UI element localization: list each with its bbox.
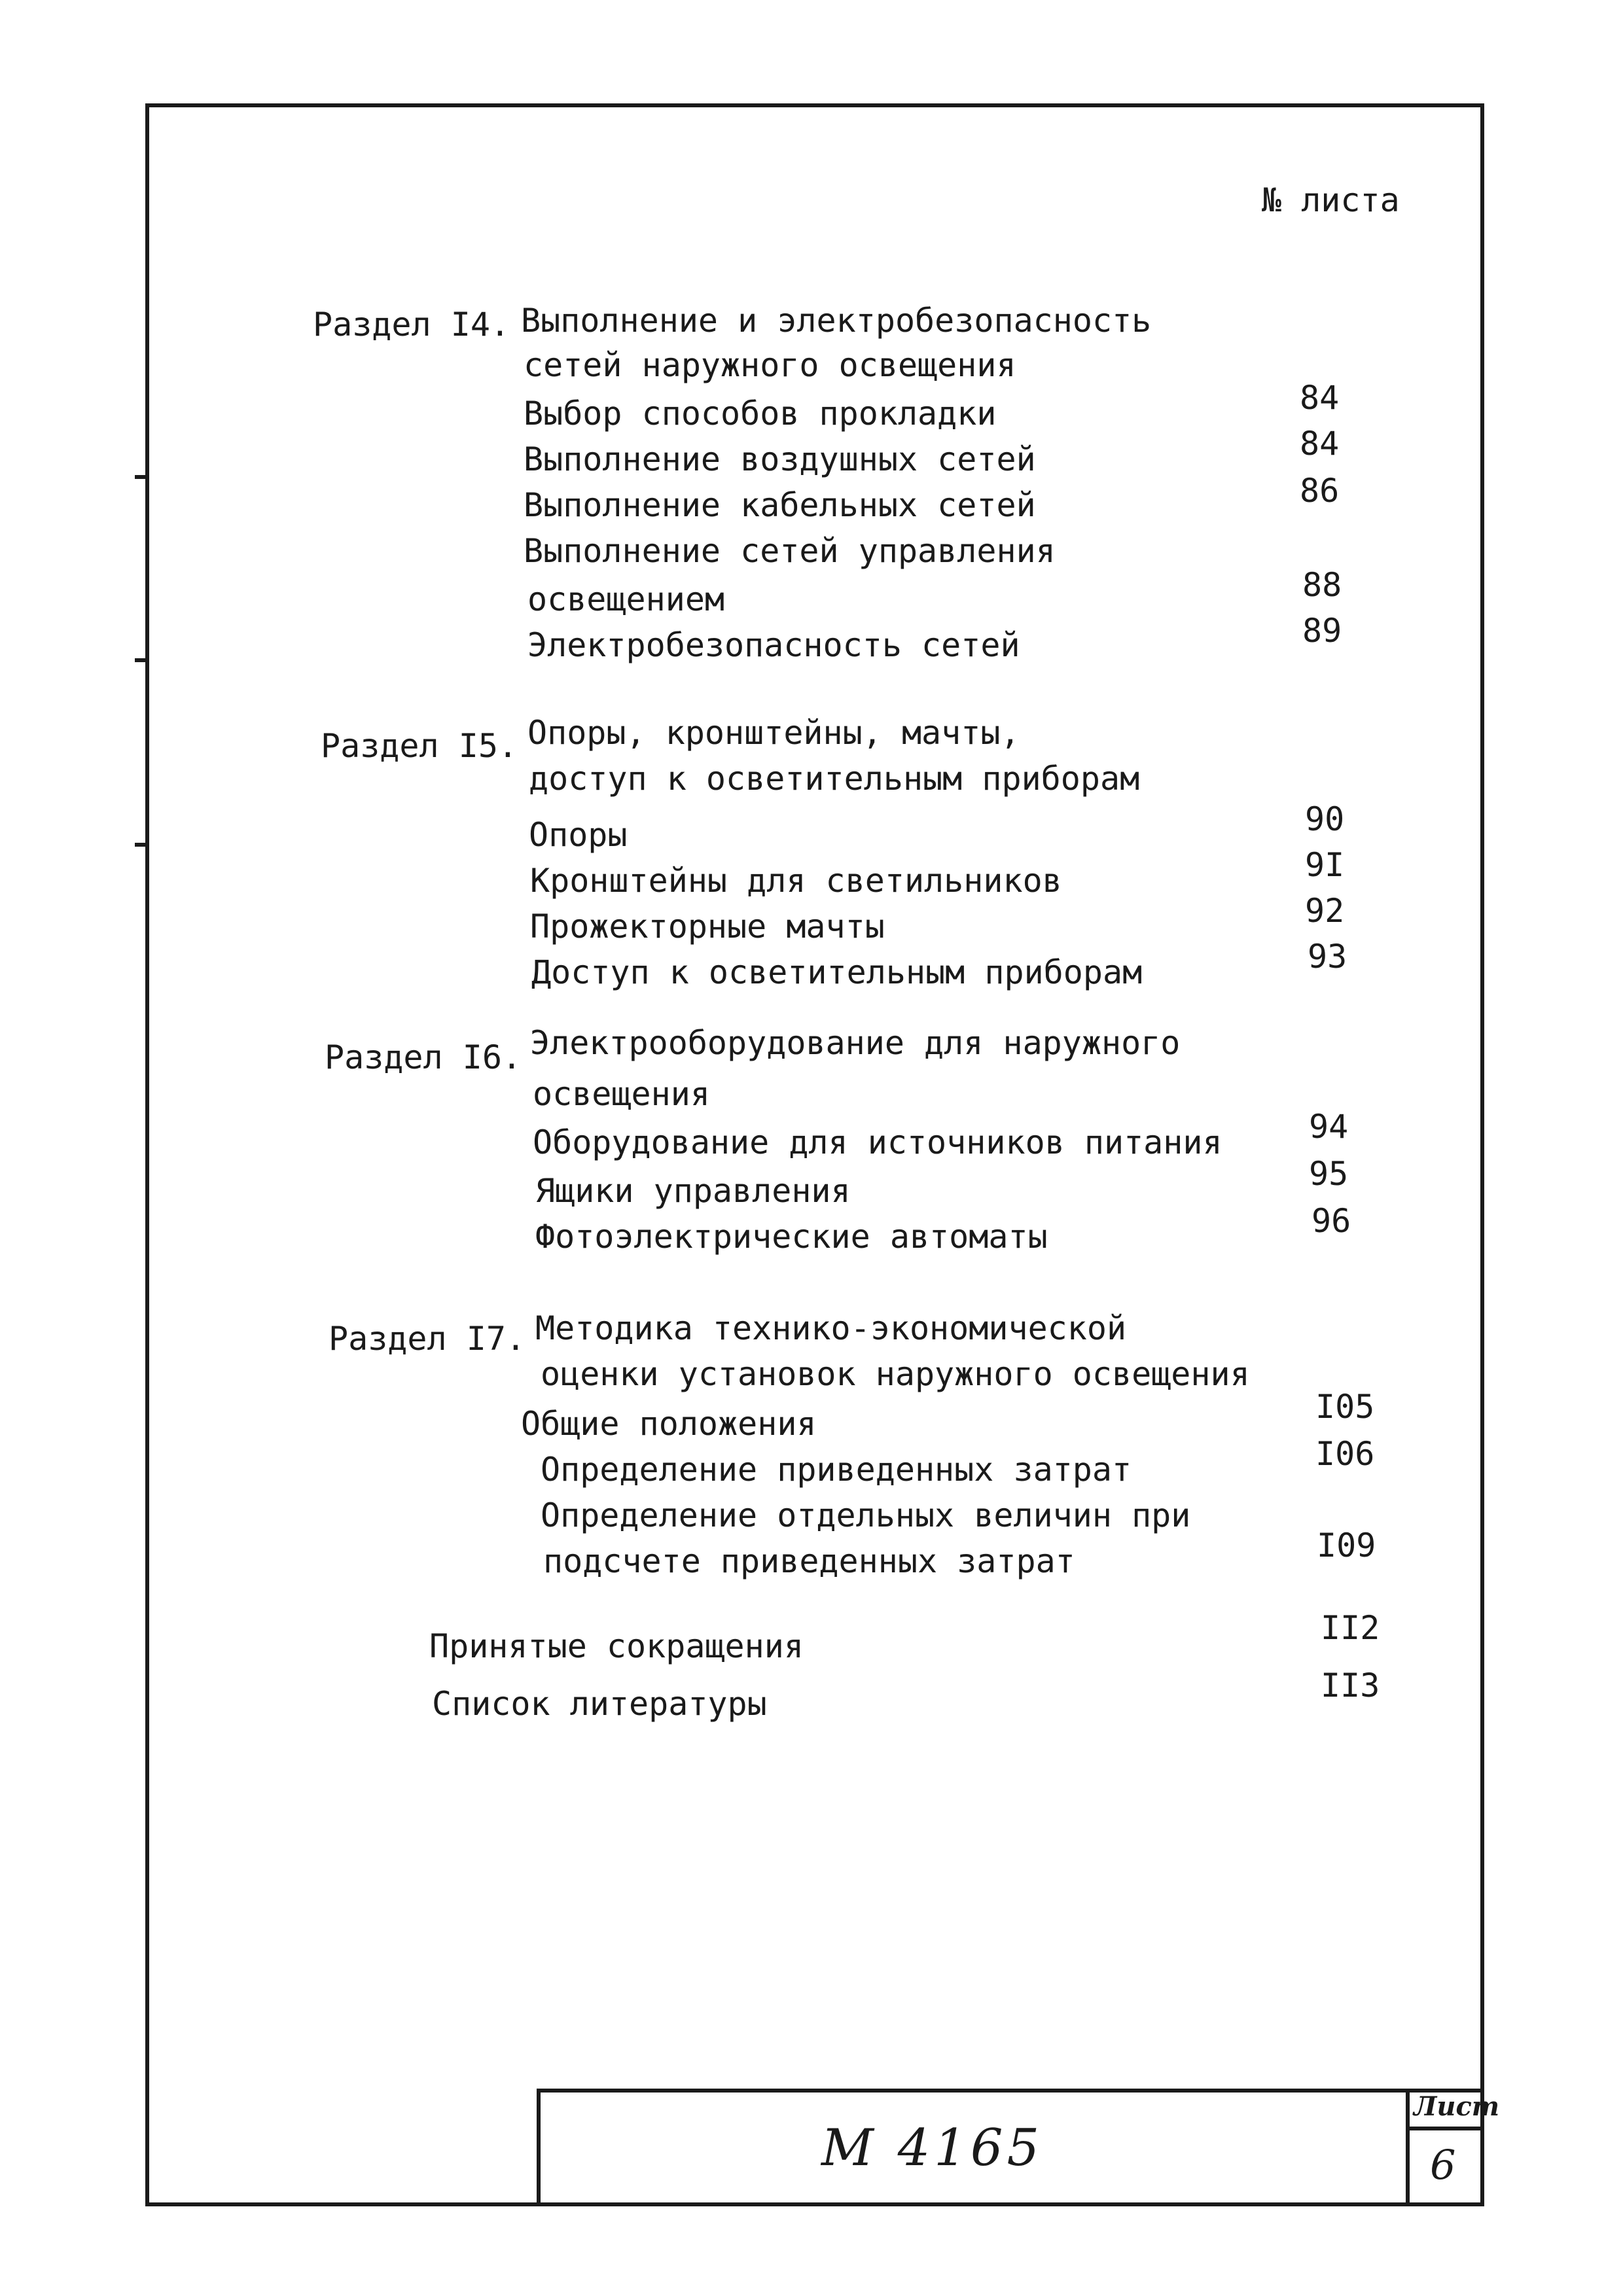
- toc-item-page: 95: [1309, 1155, 1349, 1193]
- toc-item-page: 92: [1305, 892, 1345, 930]
- toc-item-label: Доступ к осветительным приборам: [531, 953, 1143, 991]
- sheet-label: Лист: [1414, 2091, 1500, 2122]
- section-title-line: Опоры, кронштейны, мачты,: [527, 714, 1020, 752]
- toc-item-page: 93: [1308, 938, 1347, 976]
- toc-item-label: Оборудование для источников питания: [533, 1123, 1222, 1161]
- section-title-line: Электрооборудование для наружного: [530, 1024, 1181, 1062]
- toc-item-label: Электробезопасность сетей: [527, 626, 1020, 664]
- section-heading: Раздел I4.: [313, 306, 510, 344]
- toc-item-label: Определение отдельных величин при: [541, 1496, 1191, 1534]
- section-title-line: Выполнение и электробезопасность: [521, 302, 1152, 340]
- toc-item-page: 96: [1311, 1202, 1351, 1240]
- toc-item-page: 94: [1309, 1108, 1349, 1146]
- sheet-box-divider: [1406, 2127, 1484, 2130]
- toc-item-label: Общие положения: [521, 1405, 817, 1443]
- margin-tick: [135, 843, 147, 847]
- section-title-line: Методика технико-экономической: [535, 1309, 1127, 1347]
- toc-item-page: I05: [1315, 1388, 1375, 1426]
- toc-item-label: Выбор способов прокладки: [524, 395, 997, 433]
- toc-item-label: Выполнение кабельных сетей: [524, 486, 1036, 524]
- toc-item-label: Выполнение воздушных сетей: [524, 440, 1036, 478]
- toc-item-page: II3: [1321, 1667, 1380, 1704]
- toc-item-label: Кронштейны для светильников: [530, 862, 1062, 900]
- toc-item-page: 88: [1302, 566, 1342, 604]
- section-title-line: освещения: [533, 1075, 710, 1113]
- toc-item-page: I09: [1317, 1527, 1376, 1564]
- section-title-line: сетей наружного освещения: [524, 346, 1016, 384]
- toc-item-label: Прожекторные мачты: [530, 908, 885, 945]
- section-heading: Раздел I7.: [329, 1320, 526, 1358]
- toc-item-page: 86: [1300, 472, 1340, 510]
- margin-tick: [135, 475, 147, 479]
- toc-item-label: Ящики управления: [535, 1172, 851, 1210]
- toc-item-label: Список литературы: [432, 1685, 767, 1723]
- toc-item-label: Опоры: [529, 816, 628, 854]
- toc-item-page: 9I: [1305, 846, 1345, 884]
- toc-item-label: Определение приведенных затрат: [541, 1451, 1132, 1489]
- toc-item-page: 90: [1305, 800, 1345, 838]
- section-title-line: оценки установок наружного освещения: [541, 1355, 1250, 1393]
- toc-item-label: освещением: [527, 580, 725, 618]
- toc-item-page: I06: [1315, 1435, 1375, 1473]
- sheet-number: 6: [1430, 2141, 1456, 2189]
- toc-item-page: 84: [1300, 379, 1340, 417]
- toc-item-label: подсчете приведенных затрат: [543, 1542, 1075, 1580]
- margin-tick: [135, 658, 147, 662]
- toc-item-page: 89: [1302, 612, 1342, 650]
- toc-item-label: Выполнение сетей управления: [524, 532, 1056, 570]
- sheet-column-label: № листа: [1262, 181, 1400, 219]
- toc-item-page: II2: [1321, 1609, 1380, 1647]
- toc-item-label: Принятые сокращения: [429, 1627, 804, 1665]
- toc-item-page: 84: [1300, 425, 1340, 463]
- document-code: М 4165: [821, 2119, 1044, 2178]
- section-heading: Раздел I6.: [325, 1038, 522, 1076]
- section-heading: Раздел I5.: [321, 727, 518, 765]
- section-title-line: доступ к осветительным приборам: [529, 760, 1140, 798]
- toc-item-label: Фотоэлектрические автоматы: [535, 1218, 1048, 1256]
